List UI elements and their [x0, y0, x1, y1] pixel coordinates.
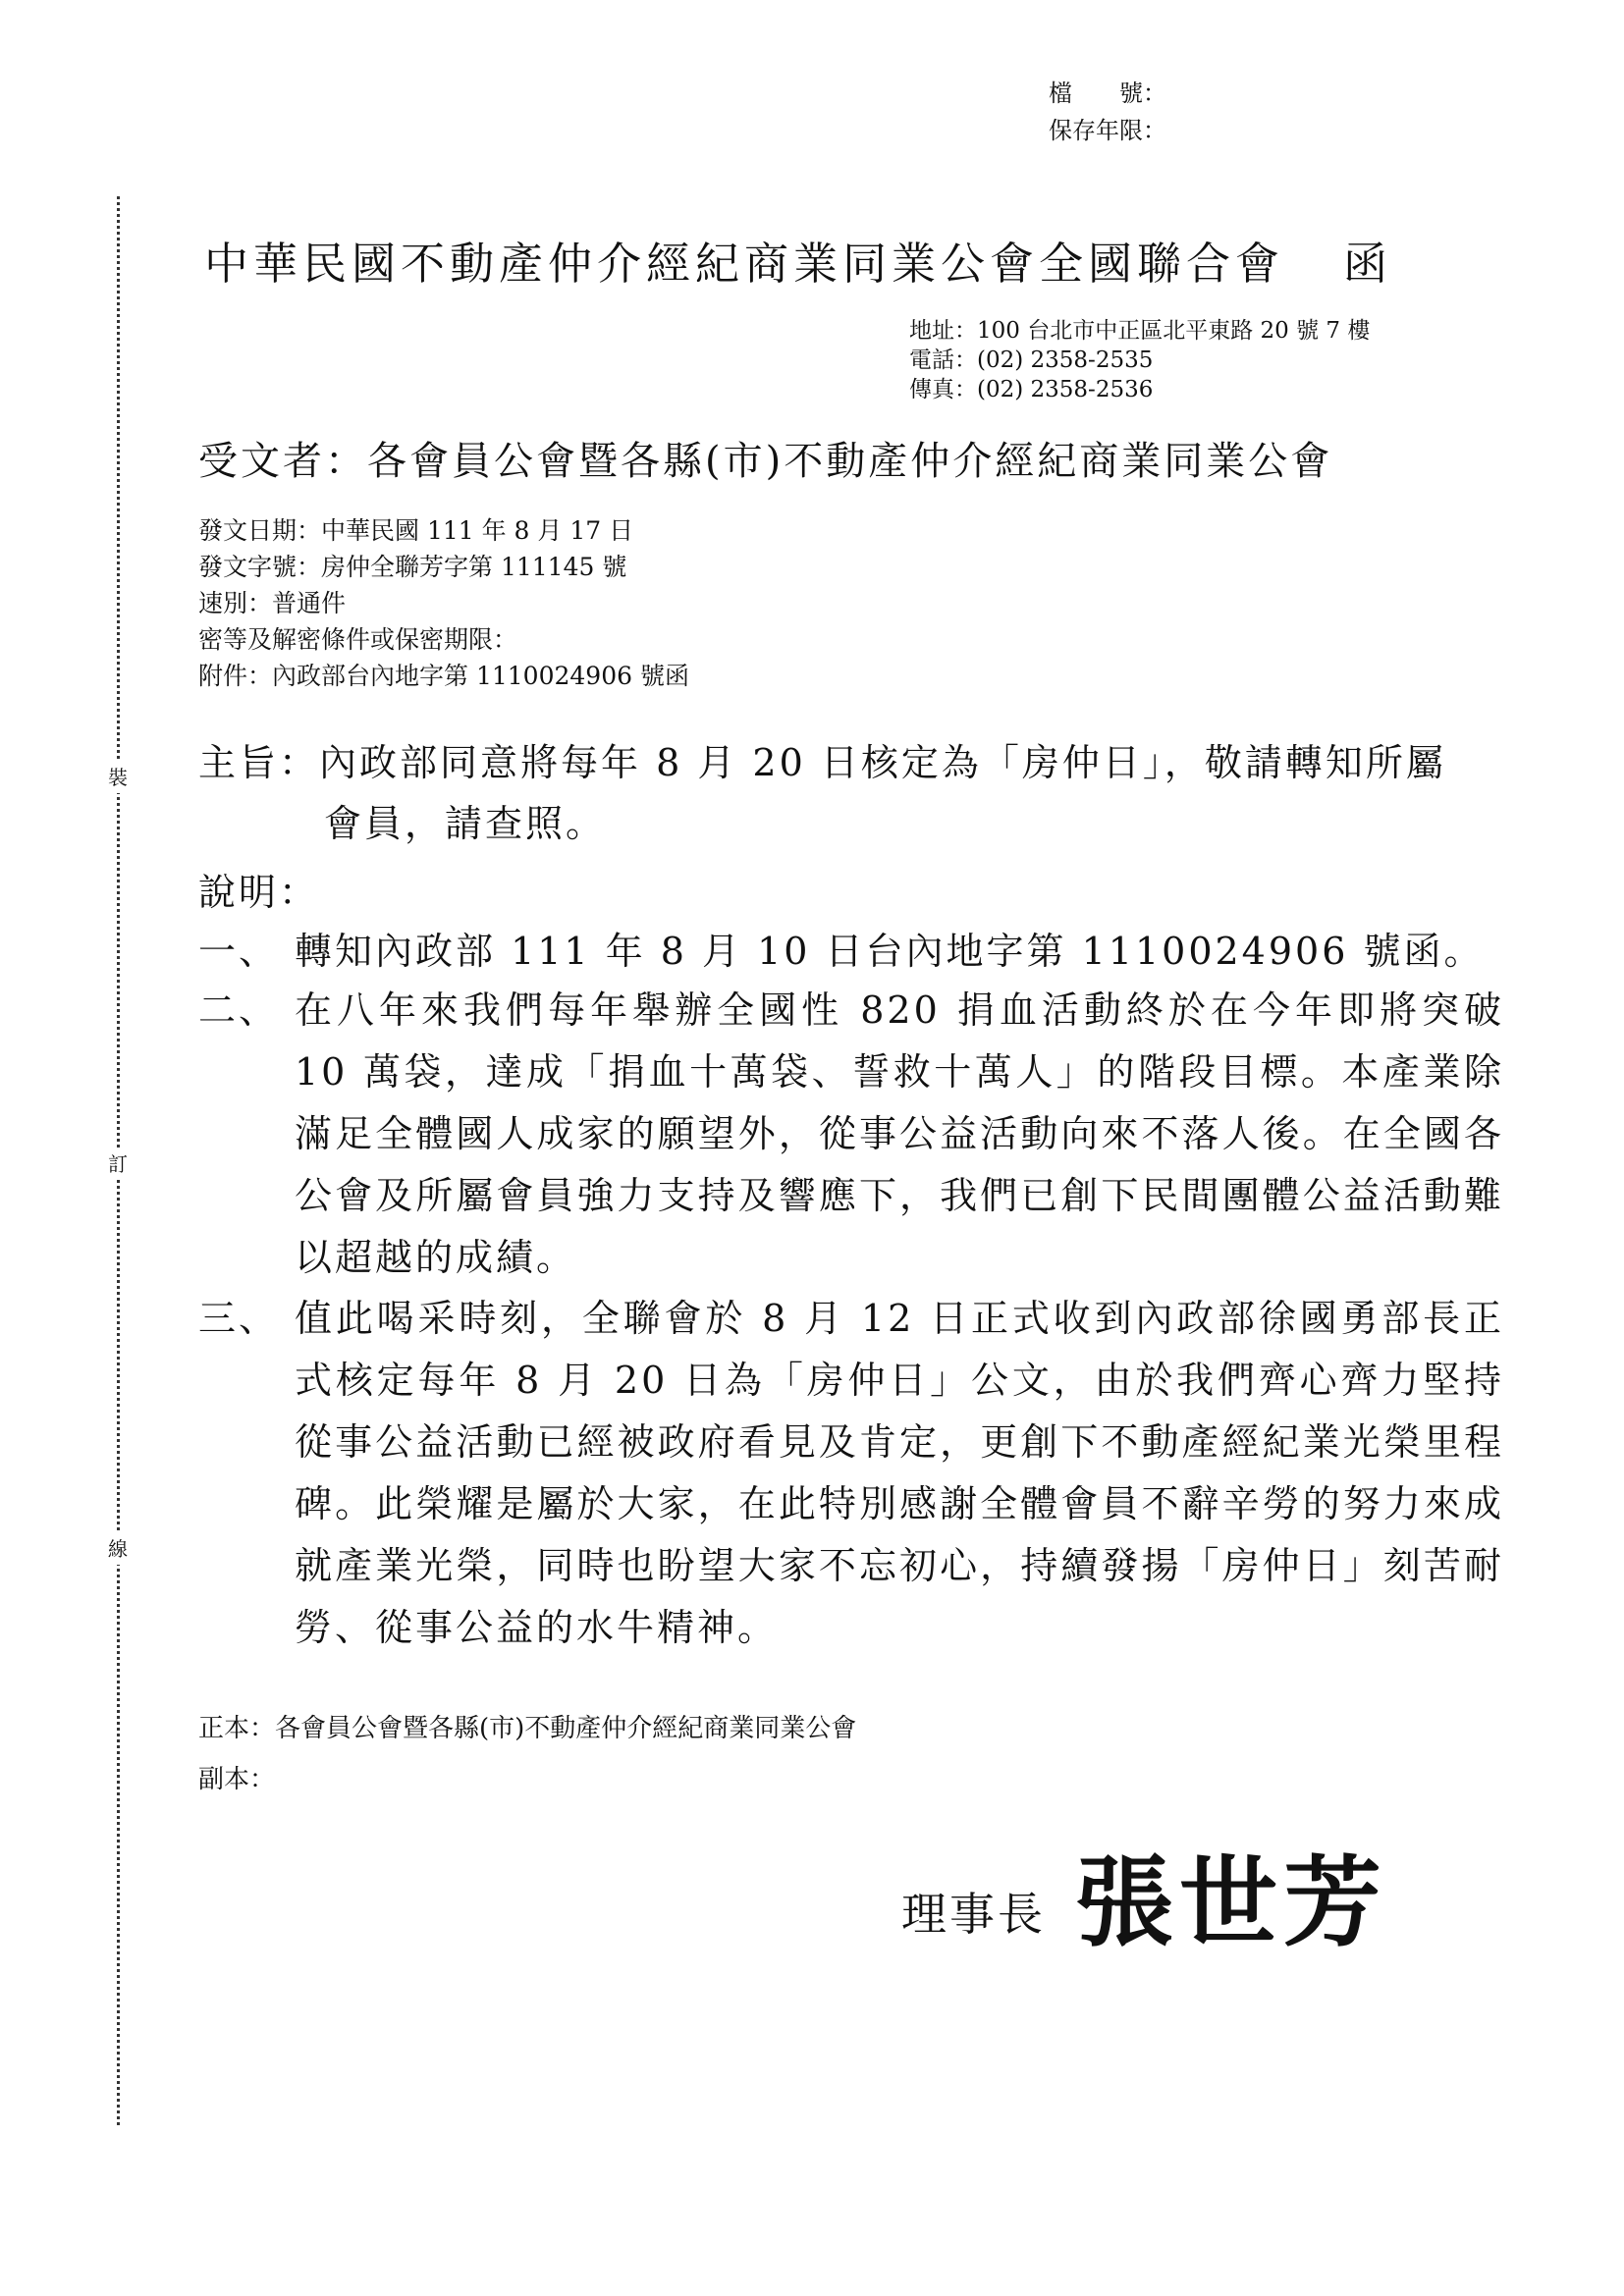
item-text: 在八年來我們每年舉辦全國性 820 捐血活動終於在今年即將突破 10 萬袋，達成「捐血十萬袋、誓救十萬人」的階段目標。本產業除滿足全體國人成家的願望外，從事公益活動向來不落人後。在全國各公會及所屬會員強力支持及響應下，我們已創下民間團體公益活動難以超越的成績。 — [295, 988, 1504, 1279]
issue-date: 發文日期：中華民國 111 年 8 月 17 日 — [198, 516, 634, 545]
organization-name: 中華民國不動產仲介經紀商業同業公會全國聯合會 — [204, 238, 1285, 290]
retention-period-label: 保存年限： — [1049, 117, 1166, 144]
attachment: 附件：內政部台內地字第 1110024906 號函 — [198, 662, 689, 690]
signature-block — [901, 1824, 1387, 1965]
secrecy-level: 密等及解密條件或保密期限： — [198, 625, 518, 654]
document-meta — [198, 512, 689, 694]
letter-heading — [204, 228, 1392, 292]
copy-recipients: 副本： — [198, 1765, 276, 1794]
distribution — [198, 1703, 856, 1805]
delivery-speed: 速別：普通件 — [198, 589, 347, 617]
item-number: 一、 — [198, 930, 280, 973]
explanation-item — [198, 921, 1504, 983]
subject-label: 主旨： — [198, 741, 320, 784]
explanation-heading: 說明： — [198, 871, 320, 914]
item-number: 二、 — [198, 988, 280, 1032]
file-number-label: 檔 號： — [1049, 80, 1166, 107]
item-text: 轉知內政部 111 年 8 月 10 日台內地字第 1110024906 號函。 — [295, 930, 1485, 973]
item-number: 三、 — [198, 1297, 280, 1340]
letter-type: 函 — [1343, 238, 1393, 290]
chairman-title: 理事長 — [901, 1888, 1046, 1941]
recipient: 受文者：各會員公會暨各縣(市)不動產仲介經紀商業同業公會 — [198, 439, 1333, 484]
document-number: 發文字號：房仲全聯芳字第 111145 號 — [198, 553, 627, 581]
item-text: 值此喝采時刻，全聯會於 8 月 12 日正式收到內政部徐國勇部長正式核定每年 8 月 20 日為「房仲日」公文，由於我們齊心齊力堅持從事公益活動已經被政府看見及肯定，更創下不動產經紀業光榮里程碑。此榮耀是屬於大家，在此特別感謝全體會員不辭辛勞的努力來成就產業光榮，同時也盼望大家不忘初心，持續發揚「房仲日」刻苦耐勞、從事公益的水牛精神。 — [295, 1297, 1504, 1649]
explanation-item — [198, 1288, 1504, 1659]
chairman-signature: 張世芳 — [1075, 1845, 1387, 1960]
file-meta — [1049, 75, 1166, 149]
explanation-item — [198, 980, 1504, 1289]
binding-char-zhuang: 裝 — [106, 762, 130, 793]
subject-line-2: 會員，請查照。 — [324, 802, 607, 845]
subject — [198, 732, 1504, 854]
contact-info — [909, 316, 1370, 404]
binding-char-ding: 訂 — [106, 1148, 130, 1180]
original-recipients: 正本：各會員公會暨各縣(市)不動產仲介經紀商業同業公會 — [198, 1714, 857, 1743]
subject-line-1: 內政部同意將每年 8 月 20 日核定為「房仲日」，敬請轉知所屬 — [319, 741, 1446, 784]
binding-char-xian: 線 — [106, 1533, 130, 1565]
fax: 傳真：(02) 2358-2536 — [909, 377, 1154, 402]
address: 地址：100 台北市中正區北平東路 20 號 7 樓 — [909, 318, 1371, 344]
phone: 電話：(02) 2358-2535 — [909, 347, 1154, 373]
